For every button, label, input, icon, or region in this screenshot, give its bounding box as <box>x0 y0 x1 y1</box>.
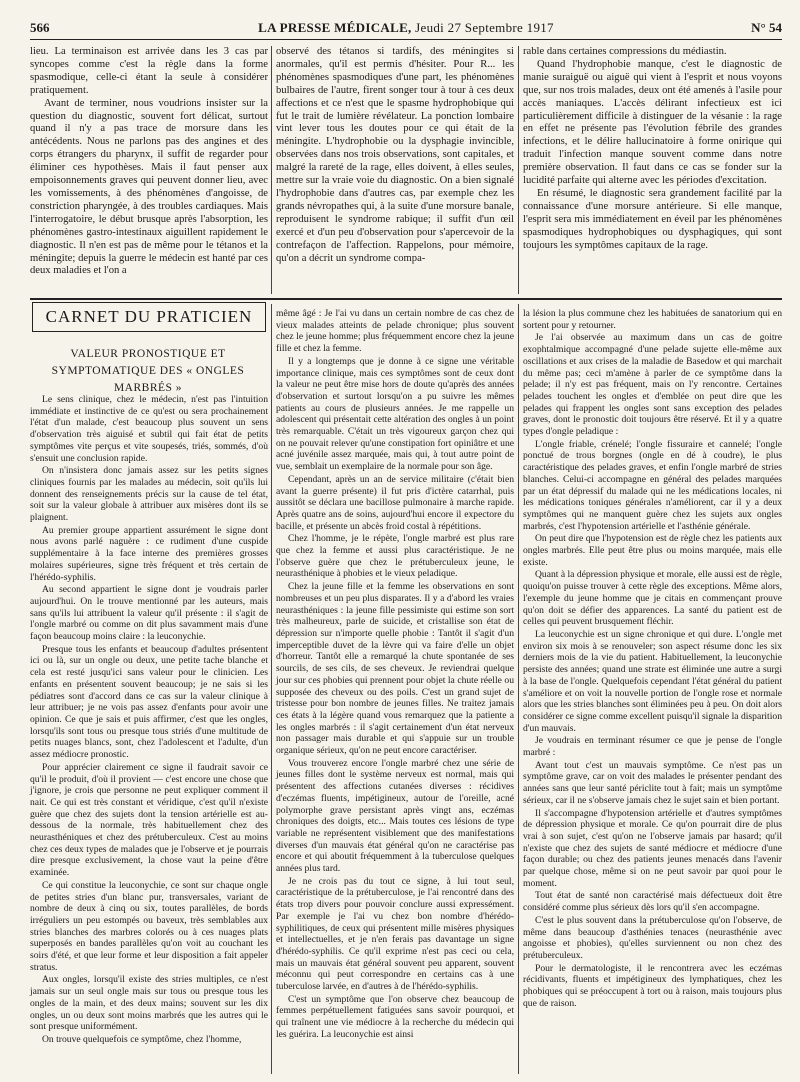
section-title: CARNET DU PRATICIEN <box>32 302 266 332</box>
paragraph: Je voudrais en terminant résumer ce que je pense de l'ongle marbré : <box>523 735 782 759</box>
journal-name: LA PRESSE MÉDICALE, <box>258 20 412 35</box>
paragraph: Quant à la dépression physique et morale, elle aussi est de règle, quoiqu'on puisse trouver à cette règle des exceptions. Même alors, l'exemple du jeune homme que je citais en commençant prouve qu'on doit se défier des apparences. La santé du patient est de celles qui peuvent brusquement fléchir. <box>523 569 782 628</box>
paragraph: En résumé, le diagnostic sera grandement facilité par la connaissance d'une morsure antérieure. Si elle manque, l'esprit sera mis immédiatement en éveil par les phénomènes spasmodiques hydrophobiques ou dysphagiques, qui sont toujours les symptômes capitaux de la rage. <box>523 187 782 251</box>
paragraph: L'ongle friable, crénelé; l'ongle fissuraire et cannelé; l'ongle ponctué de trous borgnes (ongle en dé à coudre), le plus caractéristique des pelades graves, et enfin l'ongle marbré de stries blanches. Celui-ci accompagne en général des pelades marquées par un état dépressif du malade qui ne les médications locales, ni les médications toniques générales n'améliorent, car il y a deux symptômes qui ne manquent guère chez les sujets aux ongles marbrés, c'est l'hypotension artérielle et l'asthénie générale. <box>523 438 782 532</box>
paragraph: C'est le plus souvent dans la prétuberculose qu'on l'observe, de même dans beaucoup d'asthénies tenaces (neurasthénie avec angoisse et phobies), qu'elles surviennent ou non chez des prétuberculeux. <box>523 914 782 961</box>
paragraph: Pour apprécier clairement ce signe il faudrait savoir ce qu'il le produit, d'où il provient — c'est encore une chose que j'ignore, je crois que personne ne peut expliquer comment il nait. Ce qui est très constant et véridique, c'est qu'il n'existe guère que chez des sujets dont la tension artérielle est au-dessous de la normale, très habituellement chez des neurasthéniques et chez des prétuberculeux. C'est au moins chez ces deux types de malades que je l'observe et je pourrais dire presque exclusivement, la chose vaut la peine d'être examinée. <box>30 761 268 879</box>
journal-title <box>30 20 782 36</box>
paragraph: Presque tous les enfants et beaucoup d'adultes présentent ici ou là, sur un ongle ou deux, une petite tache blanche et cela est resté jusqu'ici sans valeur pour le clinicien. Les enfants en présentent souvent beaucoup; je ne sais si les pédiatres sont d'accord dans ce cas sur la valeur clinique à leur attribuer; je ne vois pas assez d'enfants pour avoir une opinion. Ce que je sais et puis affirmer, c'est que les ongles, lorsqu'ils sont tous ou presque tous striés d'une multitude de petits nuages blancs, sont, chez l'adolescent et l'adulte, d'un assez médiocre pronostic. <box>30 643 268 761</box>
paragraph: On n'insistera donc jamais assez sur les petits signes cliniques fournis par les malades au médecin, soit qu'ils lui donnent des renseignements précis sur la cause de tel état, soit sur la valeur globale à attribuer aux misères dont ils se plaignent. <box>30 465 268 524</box>
paragraph: La leuconychie est un signe chronique et qui dure. L'ongle met environ six mois à se renouveler; son aspect résume donc les six derniers mois de la vie du patient. Habituellement, la leuconychie persiste des années; quand une strate est éliminée une autre a surgi à la base de l'ongle. Quelquefois cependant l'état général du patient s'améliore et on voit la nouvelle portion de l'ongle rose et normale alors que les stries blanches sont éliminées peu à peu. On doit alors considérer ce signe comme excellent puisqu'il signale la disparition d'un mauvais. <box>523 628 782 734</box>
paragraph: Cependant, après un an de service militaire (c'était bien avant la guerre présente) il fut pris d'ictère catarrhal, puis aussitôt se déclara une bacillose pulmonaire à marche rapide. Après quatre ans de soins, aujourd'hui encore il expectore du bacille, et présente un abcès froid costal à répétitions. <box>276 473 514 532</box>
paragraph: On peut dire que l'hypotension est de règle chez les patients aux ongles marbrés. Elle peut être plus ou moins marquée, mais elle existe. <box>523 533 782 568</box>
section-rule <box>30 298 782 300</box>
paragraph: Au second appartient le signe dont je voudrais parler aujourd'hui. On le trouve mentionné par les auteurs, mais sans qu'ils lui attribuent la valeur qu'il présente : il s'agit de l'ongle marbré ou comme on dit plus savamment mais d'une façon beaucoup moins claire : la leuconychie. <box>30 584 268 643</box>
paragraph: Il s'accompagne d'hypotension artérielle et d'autres symptômes de dépression physique et morale. Ce qu'on pourrait dire de plus vrai à son sujet, c'est qu'on ne l'observe jamais par hasard; qu'il n'existe que chez des sujets de santé médiocre et médiocre d'une façon durable; ou chez des patients jeunes menacés dans l'avenir par quelque chose, même si on ne peut savoir par quoi pour le moment. <box>523 807 782 889</box>
issue-date: Jeudi 27 Septembre 1917 <box>415 20 554 35</box>
paragraph: On trouve quelquefois ce symptôme, chez l'homme, <box>42 1033 242 1045</box>
column-divider <box>271 46 272 294</box>
paragraph: Au premier groupe appartient assurément le signe dont nous avons parlé naguère : ce rudiment d'une cuspide supplémentaire à la face interne des premières grosses molaires supérieures, signe très fréquent et très certain de l'hérédo-syphilis. <box>30 524 268 583</box>
paragraph: C'est un symptôme que l'on observe chez beaucoup de femmes perpétuellement fatiguées sans savoir pourquoi, et qui traînent une vie médiocre à la recherche du médecin qui les guérira. La leuconychie est ainsi <box>276 993 514 1040</box>
paragraph: Avant de terminer, nous voudrions insister sur la question du diagnostic, souvent fort délicat, surtout quand il n'y a pas trace de morsure dans les antécédents. Nous ne parlons pas des angines et des corps étrangers du pharynx, il suffit de regarder pour éliminer ces hypothèses. Mais il faut penser aux empoisonnements graves qui peuvent donner lieu, avec les vomissements, à des phénomènes d'angoisse, de constriction pharyngée, à des troubles cardiaques. Mais l'interrogatoire, le début brusque après l'absorption, les phénomènes gastro-intestinaux aiguillent rapidement le diagnostic. Il n'en est pas de même pour le tétanos et la méningite; depuis la guerre le médecin est hanté par ces deux maladies et l'on a <box>30 97 268 277</box>
paragraph: la lésion la plus commune chez les habituées de sanatorium qui en sortent pour y retourner. <box>523 308 782 331</box>
bottom-column-1 <box>30 394 268 1047</box>
paragraph: Ce qui constitue la leuconychie, ce sont sur chaque ongle de petites stries d'un blanc pur, transversales, variant de nombre de deux à cinq ou six, toutes parallèles, de bords irréguliers un peu estompés ou baveux, très semblables aux stries blanches des marbres colorés ou à ces nuages plats superposés en bandes parallèles qu'on voit au couchant les soirs d'été, et que leur forme et leur disposition a fait appeler stratus. <box>30 879 268 973</box>
article-title: VALEUR PRONOSTIQUE ET SYMPTOMATIQUE DES « ONGLES MARBRÉS » <box>51 348 245 394</box>
page-header <box>30 20 782 40</box>
paragraph: Il y a longtemps que je donne à ce signe une véritable importance clinique, mais ces symptômes sont de ceux dont la valeur ne peut être mise hors de doute qu'après des années d'observation et surtout lorsqu'on a pu suivre les mêmes patients au cours de plusieurs années. Je me rappelle un adolescent qui présentait cette altération des ongles à un point très remarquable. C'était un très vigoureux garçon chez qui on ne pouvait relever qu'une constipation fort opiniâtre et une acné juvénile assez marquée, mais qui, à tout autre point de vue, semblait un exemplaire de la normale pour son âge. <box>276 355 514 473</box>
column-divider <box>518 304 519 1074</box>
paragraph: Aux ongles, lorsqu'il existe des stries multiples, ce n'est jamais sur un seul ongle mais sur tous ou presque tous les ongles de la main, et des deux mains; souvent sur les dix ongles, un ou deux sont moins marbrés que les autres qui le sont presque uniformément. <box>30 974 268 1033</box>
paragraph: Chez la jeune fille et la femme les observations en sont nombreuses et un peu plus disparates. Il y a d'abord les vraies neurasthéniques : la jeune fille pessimiste qui estime son sort très malheureux, parle de suicide, et cristallise son état de dépression sur n'importe quelle phobie : Tantôt il s'agit d'un imperceptible duvet de la lèvre qui va faire d'elle un objet d'horreur. Tantôt elle a remarqué la chute spontanée de ses sourcils, de ses cils, de ses cheveux. Je reviendrai quelque jour sur ces phobies qui prennent pour objet la chute réelle ou supposée des cheveux ou des poils. C'est un grand sujet de tristesse pour bon nombre de jeunes filles. Ne traitez jamais ces états à la légère quand vous remarquez que la patiente a les ongles marbrés : il s'agit certainement d'un état nerveux non passager mais durable et qui s'appuie sur un trouble organique sérieux, qu'on ne peut encore caractériser. <box>276 581 514 757</box>
paragraph: Vous trouverez encore l'ongle marbré chez une série de jeunes filles dont le système nerveux est normal, mais qui présentent des affections cutanées diverses : récidives d'eczémas fluents, impétigineux, autour de l'oreille, acné polymorphe grave persistant après vingt ans, eczémas chroniques des doigts, etc... Mais toutes ces lésions de type variable ne représentent visiblement que des manifestations diverses d'un mauvais état général qu'on ne caractérise pas encore et qui aboutit fréquemment à la tuberculose quelques années plus tard. <box>276 757 514 875</box>
top-column-1 <box>30 46 268 278</box>
paragraph: Chez l'homme, je le répète, l'ongle marbré est plus rare que chez la femme et aussi plus caractéristique. Je ne l'observe guère que chez le prétuberculeux jeune, le neurasthénique à phobies et le vieux peladique. <box>276 533 514 580</box>
paragraph: Avant tout c'est un mauvais symptôme. Ce n'est pas un symptôme grave, car on voit des malades le présenter pendant des années sans que leur santé périclite tout à fait; mais un symptôme sérieux, car il ne s'observe jamais chez le sujet sain et bien portant. <box>523 759 782 806</box>
paragraph: Je ne crois pas du tout ce signe, à lui tout seul, caractéristique de la prétuberculose, je l'ai rencontré dans des états trop divers pour pouvoir conclure aussi expressément. Par exemple je l'ai vu chez bon nombre d'hérédo-syphilitiques, de ceux qui présentent mille misères physiques et intellectuelles, et je n'en ferais pas davantage un signe d'hérédo-syphilis. Ce qu'il exprime n'est pas ceci ou cela, mais un mauvais état général souvent peu apparent, souvent méconnu qui peut correspondre en certains cas à une tuberculose larvée, en d'autres à de l'hérédo-syphilis. <box>276 875 514 993</box>
top-column-2 <box>276 46 514 265</box>
paragraph: Je l'ai observée au maximum dans un cas de goitre exophtalmique accompagné d'une pelade sujette elle-même aux oscillations et aux crises de la maladie de Basedow et qui marchait du même pas; ceci m'amène à parler de ce symptôme dans la pelade; il n'y est pas fréquent, mais on l'y rencontre. Certaines pelades touchent les ongles et d'emblée on peut dire que les pelades qui frappent les ongles sont sans exception des pelades graves, dont le pronostic doit toujours être réservé. Et il y a quatre types d'ongle peladique : <box>523 332 782 438</box>
bottom-column-2 <box>276 308 514 1042</box>
paragraph: Le sens clinique, chez le médecin, n'est pas l'intuition immédiate et instinctive de ce qu'est ou sera prochainement l'état d'un malade, c'est beaucoup plus souvent un sens d'observation très aiguisé et subtil qui fait état de petits symptômes vite perçus et vite soupesés, triés, sommés, d'où s'ensuit une conclusion rapide. <box>30 394 268 464</box>
issue-number: N° 54 <box>751 20 782 35</box>
column-divider <box>518 46 519 294</box>
paragraph: lieu. La terminaison est arrivée dans les 3 cas par syncopes comme c'est la règle dans la forme spasmodique, celle-ci étant la seule à considérer pratiquement. <box>30 46 268 96</box>
header-rule <box>30 39 782 40</box>
column-divider <box>271 304 272 1074</box>
bottom-column-3 <box>523 308 782 1010</box>
paragraph: rable dans certaines compressions du médiastin. <box>523 46 727 57</box>
page-number: 566 <box>30 20 50 35</box>
paragraph: Tout état de santé non caractérisé mais défectueux doit être considéré comme plus sérieux dès lors qu'il s'en accompagne. <box>523 890 782 914</box>
top-column-3 <box>523 46 782 253</box>
paragraph: observé des tétanos si tardifs, des méningites si anormales, qu'il est permis d'hésiter. Pour R... les phénomènes spasmodiques d'une part, les phénomènes bulbaires de l'autre, firent songer tour à tour à ces deux affections et ce n'est que le spasme hydrophobique qui fut le trait de lumière révélateur. La ponction lombaire vint lever tous les doutes pour ce qui était de la méningite. L'hydrophobie ou la dysphagie invincible, observées dans nos trois observations, sont capitales, et malgré la rareté de la rage, elles doivent, à elles seules, mettre sur la vraie voie du diagnostic. On a bien signalé l'hydrophobie dans d'autres cas, par exemple chez les grands névropathes qui, à la suite d'une morsure banale, reproduisent le syndrome rabique; il suffit d'un œil exercé et d'un peu d'observation pour s'apercevoir de la contrefaçon de l'affection. Rappelons, pour mémoire, qu'on a décrit un syndrome compa- <box>276 46 514 264</box>
paragraph: même âgé : Je l'ai vu dans un certain nombre de cas chez de vieux malades atteints de pelade chronique; plus souvent chez le jeune homme; plus fréquemment encore chez la jeune fille et chez la femme. <box>276 308 514 355</box>
paragraph: Quand l'hydrophobie manque, c'est le diagnostic de manie suraiguë ou aiguë qui vient à l'esprit et nous voyons que, sur nos trois malades, deux ont été amenés à l'asile pour accès maniaques. L'accès délirant infectieux est ici particulièrement difficile à distinguer de la vésanie : la rage en effet ne présente pas l'évolution fébrile des grandes infections, et le délire hallucinatoire à forme onirique qui traduit l'infection manque souvent comme dans notre première observation. Il faut dans ce cas se fonder sur la lucidité parfaite qui alterne avec les périodes d'excitation. <box>523 58 782 187</box>
paragraph: Pour le dermatologiste, il le rencontrera avec les eczémas récidivants, fluents et impétigineux des lymphatiques, chez les phobiques qui se préoccupent à tort ou à raison, mais toujours plus que de raison. <box>523 962 782 1009</box>
